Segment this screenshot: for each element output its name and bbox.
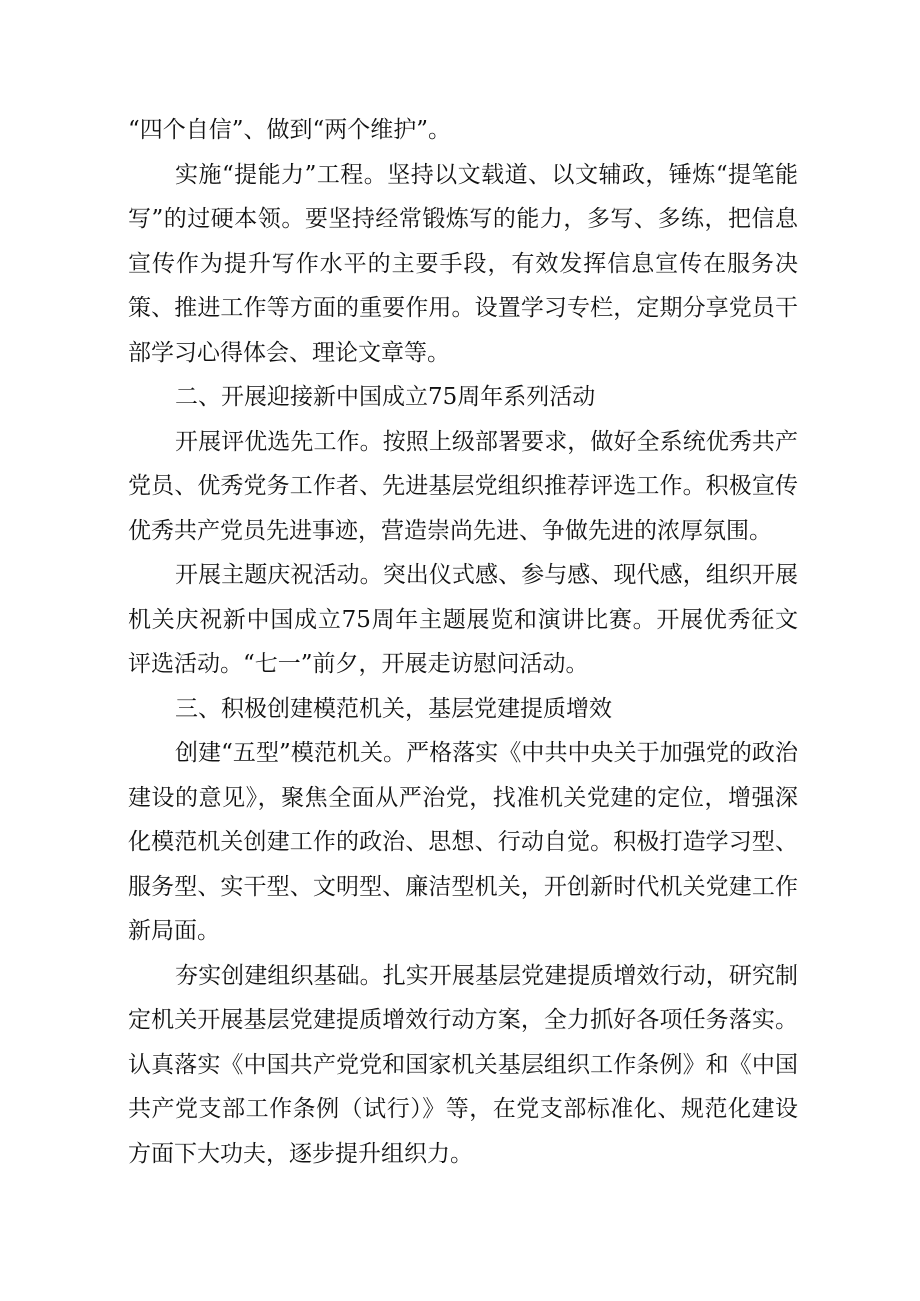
paragraph-continuation: “四个自信”、做到“两个维护”。 (128, 117, 452, 143)
paragraph-improve-ability: 实施“提能力”工程。坚持以文载道、以文辅政，锤炼“提笔能写”的过硬本领。要坚持经常锻炼写的能力，多写、多练，把信息宣传作为提升写作水平的主要手段，有效发挥信息宣传在服务决策、推进工作等方面的重要作用。设置学习专栏，定期分享党员干部学习心得体会、理论文章等。 (128, 161, 798, 366)
document-body (128, 108, 798, 1176)
paragraph-selection-work: 开展评优选先工作。按照上级部署要求，做好全系统优秀共产党员、优秀党务工作者、先进基层党组织推荐评选工作。积极宣传优秀共产党员先进事迹，营造崇尚先进、争做先进的浓厚氛围。 (128, 428, 798, 544)
paragraph-organization-foundation: 夯实创建组织基础。扎实开展基层党建提质增效行动，研究制定机关开展基层党建提质增效行动方案，全力抓好各项任务落实。认真落实《中国共产党党和国家机关基层组织工作条例》和《中国共产党支部工作条例（试行）》等，在党支部标准化、规范化建设方面下大功夫，逐步提升组织力。 (128, 962, 798, 1167)
paragraph-model-organs: 创建“五型”模范机关。严格落实《中共中央关于加强党的政治建设的意见》，聚焦全面从严治党，找准机关党建的定位，增强深化模范机关创建工作的政治、思想、行动自觉。积极打造学习型、服务型、实干型、文明型、廉洁型机关，开创新时代机关党建工作新局面。 (128, 740, 798, 944)
section-heading-2: 二、开展迎接新中国成立75周年系列活动 (175, 384, 596, 410)
paragraph-celebration-activities: 开展主题庆祝活动。突出仪式感、参与感、现代感，组织开展机关庆祝新中国成立75周年主题展览和演讲比赛。开展优秀征文评选活动。“七一”前夕，开展走访慰问活动。 (128, 562, 798, 677)
section-heading-3: 三、积极创建模范机关，基层党建提质增效 (175, 695, 612, 722)
